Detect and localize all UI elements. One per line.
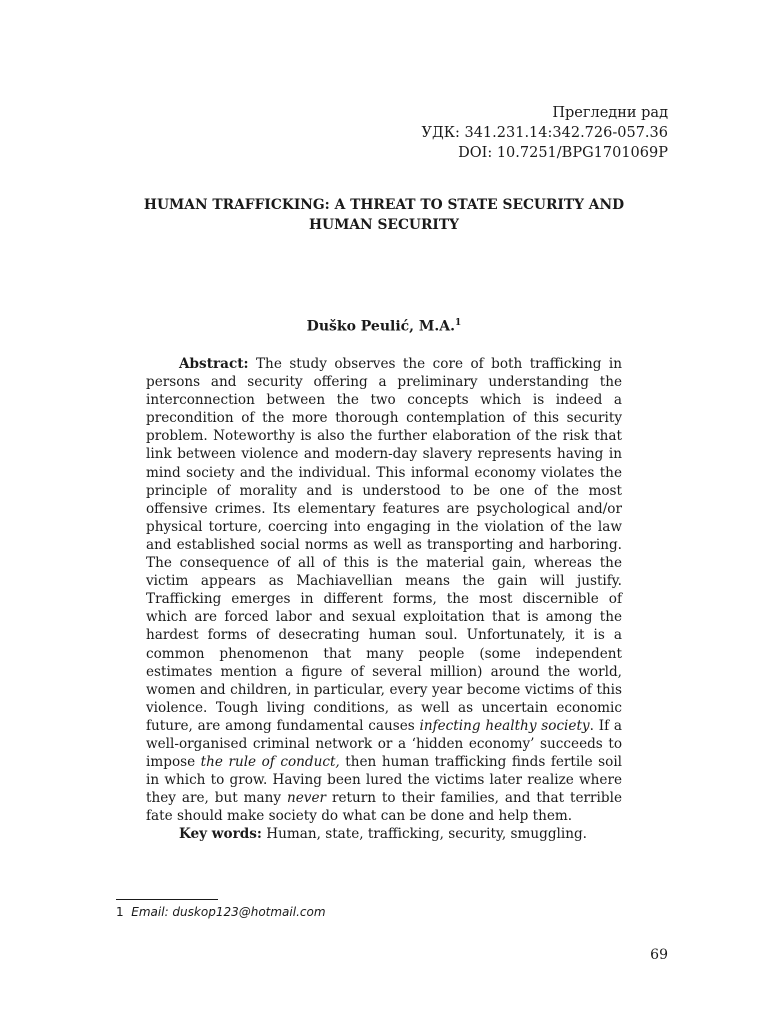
article-metadata xyxy=(422,103,669,163)
abstract-italic-part-3: never xyxy=(286,790,327,807)
keywords-paragraph xyxy=(146,825,622,843)
doi: DOI: 10.7251/BPG1701069P xyxy=(458,145,668,161)
abstract-paragraph xyxy=(146,355,622,825)
footnote-number: 1 xyxy=(116,905,124,919)
page-number: 69 xyxy=(650,947,668,963)
abstract-text-part-3: then human trafficking finds fertile soil in which to grow. Having been lured the victims later realize where they are, but many xyxy=(146,754,623,807)
abstract-block xyxy=(146,355,622,844)
author-name: Duško Peulić, M.A. xyxy=(306,318,456,335)
abstract-label: Abstract: xyxy=(179,356,249,372)
author-line xyxy=(0,313,768,337)
author-footnote-mark: 1 xyxy=(455,318,462,328)
footnote-email: Email: duskop123@hotmail.com xyxy=(131,905,326,919)
article-title: HUMAN TRAFFICKING: A THREAT TO STATE SECURITY AND HUMAN SECURITY xyxy=(143,197,625,233)
abstract-text-part-4: return to their families, and that terrible fate should make society do what can be done and help them. xyxy=(146,790,622,825)
keywords-text: Human, state, trafficking, security, smuggling. xyxy=(261,826,588,843)
udc-code: УДК: 341.231.14:342.726-057.36 xyxy=(421,125,668,141)
abstract-italic-part-2: the rule of conduct, xyxy=(200,754,340,771)
keywords-label: Key words: xyxy=(179,826,262,843)
abstract-italic-part-1: infecting healthy society xyxy=(419,717,590,734)
footnote-divider xyxy=(116,899,218,900)
article-type: Прегледни рад xyxy=(552,105,668,121)
abstract-text-part-2: . If a well-organised criminal network or a ‘hidden economy’ succeeds to impose xyxy=(146,717,622,771)
abstract-text-part-1: The study observes the core of both trafficking in persons and security offering a preliminary understanding the interconnection between the two concepts which is indeed a precondition of the more thorough contemplation of this security problem. Noteworthy is also the further elaboration of the risk that link between violence and modern-day slavery represents having in mind society and the individual. This informal economy violates the principle of morality and is understood to be one of the most offensive crimes. Its elementary features are psychological and/or physical torture, coercing into engaging in the violation of the law and established social norms as well as transporting and harboring. The consequence of all of this is the material gain, whereas the victim appears as Machiavellian means the gain will justify. Trafficking emerges in different forms, the most discernible of which are forced labor and sexual exploitation that is among the hardest forms of desecrating human soul. Unfortunately, it is a common phenomenon that many people (some independent estimates mention a figure of several million) around the world, women and children, in particular, every year become victims of this violence. Tough living conditions, as well as uncertain economic future, are among fundamental causes xyxy=(146,356,622,734)
footnote xyxy=(116,904,326,920)
